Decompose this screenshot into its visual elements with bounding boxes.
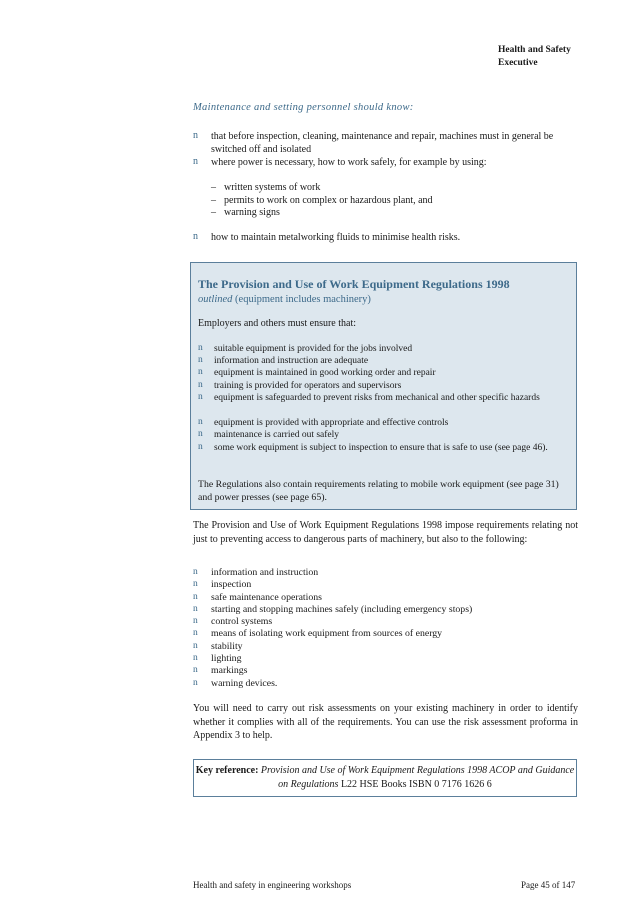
key-reference — [193, 764, 577, 791]
page-number: Page 45 of 147 — [521, 880, 576, 890]
bullet-icon: n — [198, 380, 203, 390]
bullet-icon: n — [198, 367, 203, 377]
bullet-icon: n — [198, 355, 203, 365]
requirement-item-7: stability — [211, 641, 243, 652]
requirement-item-10: warning devices. — [211, 678, 278, 689]
header-line-1: Health and Safety — [498, 45, 571, 55]
bullet-icon: n — [193, 616, 198, 626]
bullet-icon: n — [193, 231, 198, 242]
header-line-2: Executive — [498, 58, 538, 68]
intro-subitem-3: warning signs — [224, 207, 280, 218]
reg-item-7: maintenance is carried out safely — [214, 430, 340, 440]
intro-subitem-1: written systems of work — [224, 182, 321, 193]
reg-item-6: equipment is provided with appropriate and effective controls — [214, 418, 449, 428]
bullet-icon: n — [198, 392, 203, 402]
subtitle-italic: outlined — [198, 294, 233, 305]
bullet-icon: n — [193, 641, 198, 651]
requirement-item-4: starting and stopping machines safely (including emergency stops) — [211, 604, 473, 615]
body-paragraph-2: You will need to carry out risk assessments on your existing machinery in order to identify whether it complies with all of the requirements. You can use the risk assessment proforma in Appendix 3 to help. — [193, 703, 578, 741]
bullet-icon: n — [193, 653, 198, 663]
dash-icon: – — [211, 195, 216, 206]
bullet-icon: n — [198, 429, 203, 439]
body-paragraph-1: The Provision and Use of Work Equipment Regulations 1998 impose requirements relating not just to preventing access to dangerous parts of machinery, but also to the following: — [193, 520, 578, 545]
footer-title: Health and safety in engineering workshops — [193, 880, 352, 890]
regulations-lead: Employers and others must ensure that: — [198, 318, 357, 329]
bullet-icon: n — [193, 678, 198, 688]
bullet-icon: n — [193, 628, 198, 638]
bullet-icon: n — [198, 417, 203, 427]
intro-item-3: how to maintain metalworking fluids to minimise health risks. — [211, 232, 461, 243]
dash-icon: – — [211, 207, 216, 218]
regulations-footer: The Regulations also contain requirements relating to mobile work equipment (see page 31) and power presses (see page 65). — [198, 479, 559, 503]
bullet-icon: n — [193, 604, 198, 614]
section-title: Maintenance and setting personnel should know: — [193, 102, 414, 113]
publisher-header — [498, 44, 571, 70]
regulations-title: The Provision and Use of Work Equipment Regulations 1998 — [198, 277, 510, 291]
reg-item-4: training is provided for operators and supervisors — [214, 381, 402, 391]
key-reference-title: Provision and Use of Work Equipment Regulations 1998 ACOP and Guidance on Regulations — [260, 765, 575, 790]
dash-icon: – — [211, 182, 216, 193]
intro-item-2: where power is necessary, how to work safely, for example by using: — [211, 157, 487, 168]
regulations-subtitle — [198, 294, 371, 305]
requirement-item-2: inspection — [211, 579, 252, 590]
bullet-icon: n — [193, 592, 198, 602]
reg-item-2: information and instruction are adequate — [214, 356, 369, 366]
bullet-icon: n — [193, 567, 198, 577]
bullet-icon: n — [193, 665, 198, 675]
requirement-item-5: control systems — [211, 616, 273, 627]
requirement-item-8: lighting — [211, 653, 242, 664]
key-reference-rest: L22 HSE Books ISBN 0 7176 1626 6 — [338, 778, 492, 790]
bullet-icon: n — [193, 579, 198, 589]
requirement-item-6: means of isolating work equipment from sources of energy — [211, 628, 443, 639]
reg-item-1: suitable equipment is provided for the jobs involved — [214, 344, 413, 354]
requirement-item-3: safe maintenance operations — [211, 592, 322, 603]
intro-subitem-2: permits to work on complex or hazardous plant, and — [224, 195, 433, 206]
reg-item-3: equipment is maintained in good working order and repair — [214, 368, 436, 378]
key-reference-label: Key reference: — [195, 765, 259, 776]
reg-item-5: equipment is safeguarded to prevent risks from mechanical and other specific hazards — [214, 393, 540, 403]
reg-item-8: some work equipment is subject to inspection to ensure that is safe to use (see page 46). — [214, 443, 548, 453]
bullet-icon: n — [198, 343, 203, 353]
requirement-item-1: information and instruction — [211, 567, 319, 578]
intro-item-1: that before inspection, cleaning, maintenance and repair, machines must in general be switched off and isolated — [211, 131, 554, 155]
subtitle-rest: (equipment includes machinery) — [232, 294, 371, 305]
bullet-icon: n — [198, 442, 203, 452]
bullet-icon: n — [193, 130, 198, 141]
bullet-icon: n — [193, 156, 198, 167]
requirement-item-9: markings — [211, 665, 248, 676]
